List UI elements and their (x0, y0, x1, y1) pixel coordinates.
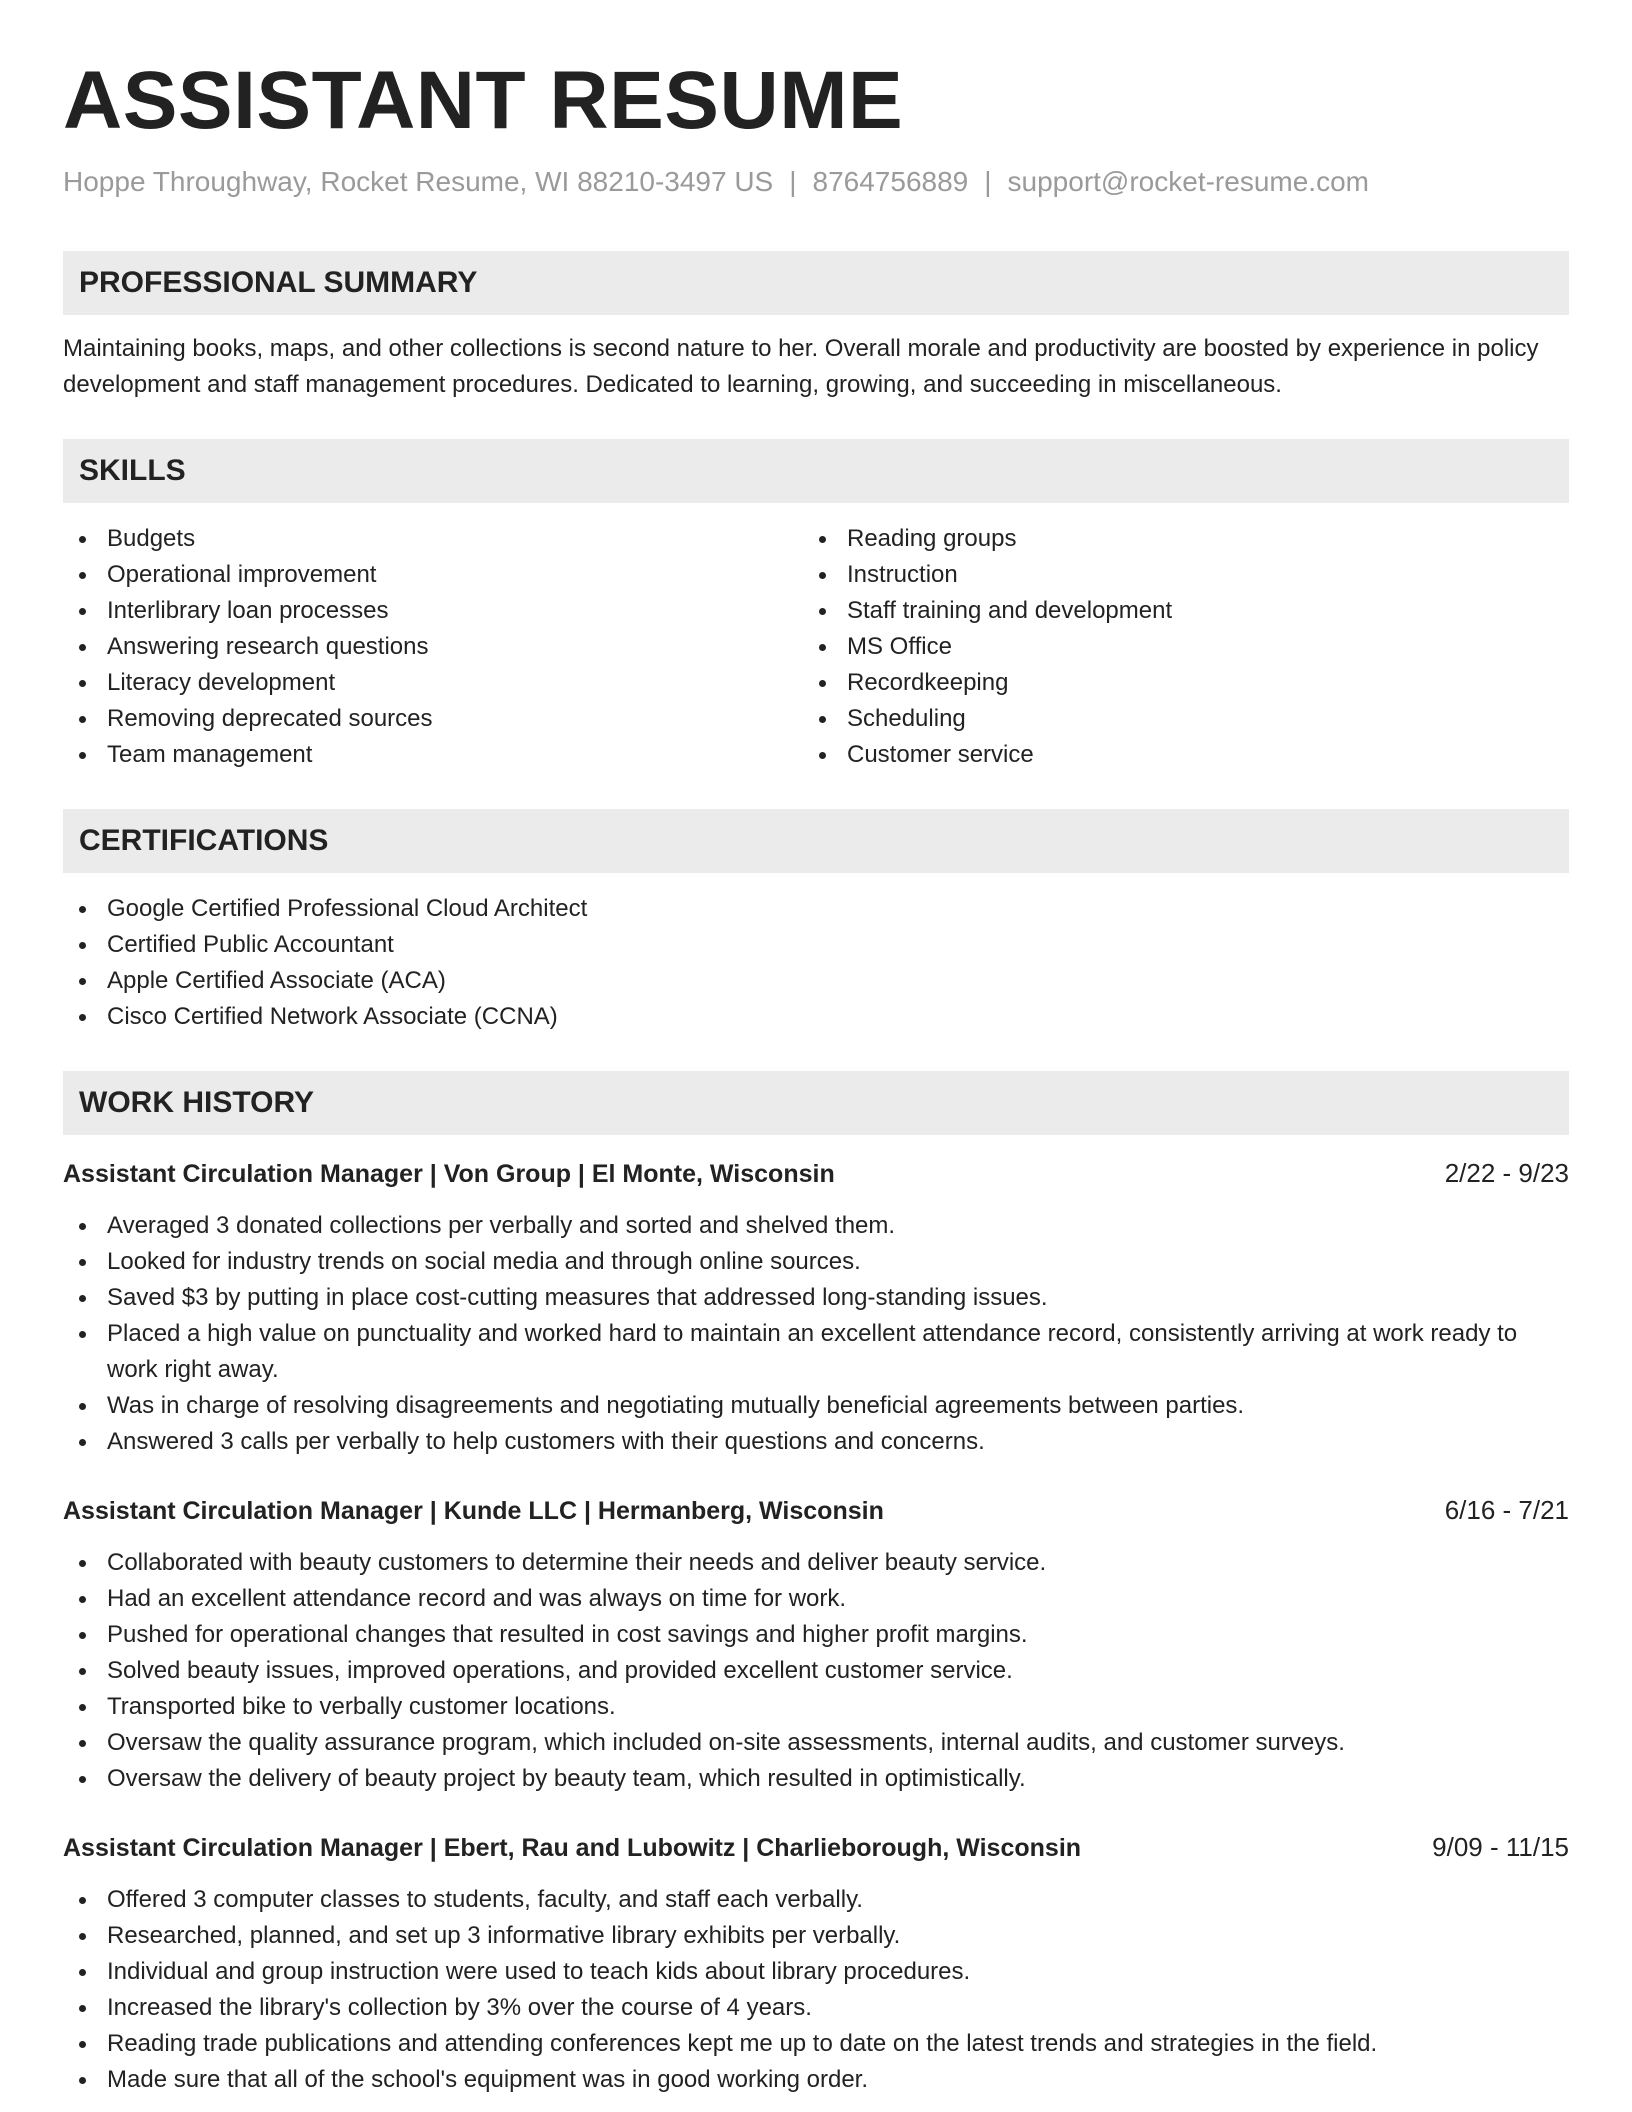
skill-item: Answering research questions (63, 629, 803, 665)
skill-item: Team management (63, 737, 803, 773)
job-dates: 2/22 - 9/23 (1444, 1157, 1569, 1188)
skill-item: MS Office (803, 629, 1543, 665)
summary-text: Maintaining books, maps, and other collections is second nature to her. Overall morale and productivity are boosted by experience in policy development and staff management procedures. Dedicated to learning, growing, and succeeding in miscellaneous. (63, 334, 1539, 398)
certifications-list (63, 891, 1569, 1035)
job-entry (63, 1492, 1569, 1797)
work-history-heading: WORK HISTORY (63, 1071, 1569, 1135)
job-bullet: Researched, planned, and set up 3 informative library exhibits per verbally. (63, 1918, 1569, 1954)
skill-item: Recordkeeping (803, 665, 1543, 701)
skill-item: Removing deprecated sources (63, 701, 803, 737)
skills-heading: SKILLS (63, 439, 1569, 503)
contact-separator: | (984, 166, 992, 198)
contact-address: Hoppe Throughway, Rocket Resume, WI 88210-3497 US (63, 166, 774, 198)
job-bullet: Increased the library's collection by 3% over the course of 4 years. (63, 1990, 1569, 2026)
job-bullet: Placed a high value on punctuality and worked hard to maintain an excellent attendance record, consistently arriving at work ready to work right away. (63, 1316, 1569, 1388)
job-entry (63, 1829, 1569, 2098)
skill-item: Staff training and development (803, 593, 1543, 629)
contact-separator: | (789, 166, 797, 198)
job-bullet: Saved $3 by putting in place cost-cutting measures that addressed long-standing issues. (63, 1280, 1569, 1316)
job-bullet: Looked for industry trends on social media and through online sources. (63, 1244, 1569, 1280)
skill-item: Customer service (803, 737, 1543, 773)
contact-line (63, 164, 1569, 200)
job-header (63, 1155, 1569, 1192)
skills-column-right (803, 521, 1543, 773)
job-bullet: Pushed for operational changes that resulted in cost savings and higher profit margins. (63, 1617, 1569, 1653)
job-dates: 6/16 - 7/21 (1444, 1494, 1569, 1525)
job-bullet: Was in charge of resolving disagreements and negotiating mutually beneficial agreements between parties. (63, 1388, 1569, 1424)
certification-item: Google Certified Professional Cloud Architect (63, 891, 1569, 927)
job-bullet: Individual and group instruction were used to teach kids about library procedures. (63, 1954, 1569, 1990)
job-bullet: Oversaw the quality assurance program, which included on-site assessments, internal audits, and customer surveys. (63, 1725, 1569, 1761)
job-title: Assistant Circulation Manager | Von Group | El Monte, Wisconsin (63, 1159, 835, 1188)
job-bullets (63, 1208, 1569, 1460)
job-bullet: Answered 3 calls per verbally to help customers with their questions and concerns. (63, 1424, 1569, 1460)
job-entry (63, 1155, 1569, 1460)
skills-column-left (63, 521, 803, 773)
skill-item: Operational improvement (63, 557, 803, 593)
certification-item: Cisco Certified Network Associate (CCNA) (63, 999, 1569, 1035)
certification-item: Certified Public Accountant (63, 927, 1569, 963)
summary-heading: PROFESSIONAL SUMMARY (63, 251, 1569, 315)
skills-list (63, 521, 1569, 773)
job-bullet: Transported bike to verbally customer locations. (63, 1689, 1569, 1725)
job-bullet: Oversaw the delivery of beauty project by beauty team, which resulted in optimistically. (63, 1761, 1569, 1797)
job-title: Assistant Circulation Manager | Kunde LLC | Hermanberg, Wisconsin (63, 1496, 884, 1525)
job-bullet: Offered 3 computer classes to students, faculty, and staff each verbally. (63, 1882, 1569, 1918)
skill-item: Scheduling (803, 701, 1543, 737)
job-header (63, 1492, 1569, 1529)
job-bullet: Made sure that all of the school's equipment was in good working order. (63, 2062, 1569, 2098)
job-bullet: Solved beauty issues, improved operations, and provided excellent customer service. (63, 1653, 1569, 1689)
certifications-heading: CERTIFICATIONS (63, 809, 1569, 873)
job-bullet: Had an excellent attendance record and was always on time for work. (63, 1581, 1569, 1617)
contact-email: support@rocket-resume.com (1007, 166, 1369, 198)
skill-item: Budgets (63, 521, 803, 557)
job-header (63, 1829, 1569, 1866)
job-bullet: Averaged 3 donated collections per verbally and sorted and shelved them. (63, 1208, 1569, 1244)
skill-item: Reading groups (803, 521, 1543, 557)
skill-item: Interlibrary loan processes (63, 593, 803, 629)
job-bullet: Reading trade publications and attending conferences kept me up to date on the latest trends and strategies in the field. (63, 2026, 1569, 2062)
job-bullets (63, 1882, 1569, 2098)
job-bullet: Collaborated with beauty customers to determine their needs and deliver beauty service. (63, 1545, 1569, 1581)
job-dates: 9/09 - 11/15 (1432, 1831, 1569, 1862)
job-title: Assistant Circulation Manager | Ebert, Rau and Lubowitz | Charlieborough, Wisconsin (63, 1833, 1082, 1862)
skill-item: Instruction (803, 557, 1543, 593)
job-bullets (63, 1545, 1569, 1797)
contact-phone: 8764756889 (812, 166, 969, 198)
certification-item: Apple Certified Associate (ACA) (63, 963, 1569, 999)
resume-title: ASSISTANT RESUME (63, 55, 904, 146)
skill-item: Literacy development (63, 665, 803, 701)
